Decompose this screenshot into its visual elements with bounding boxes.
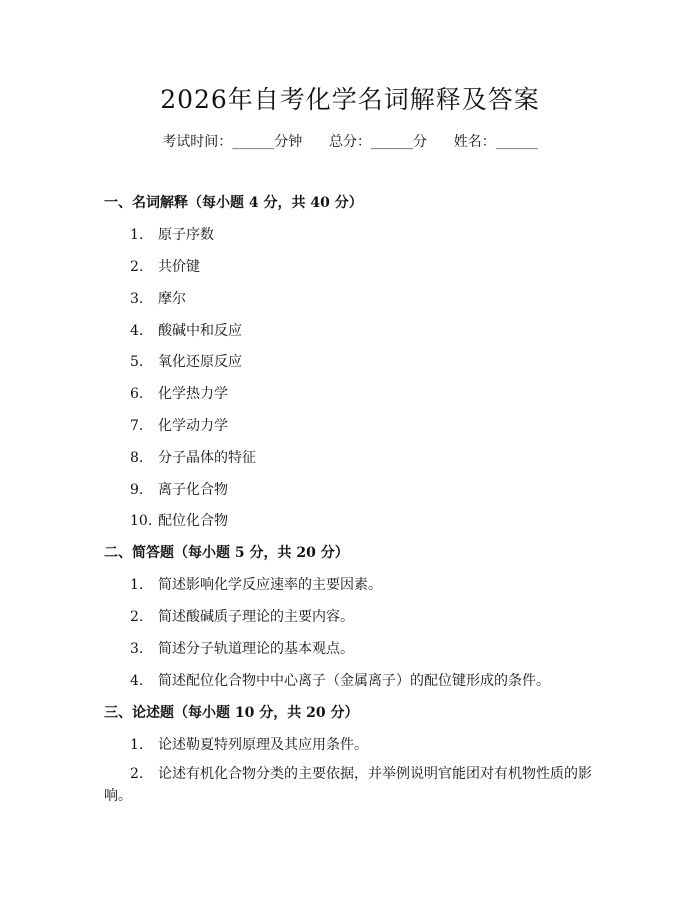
list-item [130, 256, 200, 276]
item-number: 7. [130, 418, 144, 434]
item-text: 简述分子轨道理论的基本观点。 [158, 641, 354, 657]
section-heading: 三、论述题（每小题 10 分，共 20 分） [104, 705, 359, 721]
list-item [104, 763, 594, 807]
item-number: 2. [130, 609, 144, 625]
list-item [130, 351, 242, 371]
item-number: 1. [130, 577, 144, 593]
list-item [130, 320, 242, 340]
item-number: 1. [130, 227, 144, 243]
section-heading: 一、名词解释（每小题 4 分，共 40 分） [104, 195, 363, 211]
item-number: 3. [130, 291, 144, 307]
item-number: 8. [130, 450, 144, 466]
list-item [130, 447, 256, 467]
section-heading: 二、简答题（每小题 5 分，共 20 分） [104, 545, 349, 561]
list-item [130, 606, 354, 626]
item-text: 论述勒夏特列原理及其应用条件。 [158, 737, 368, 753]
item-text: 氧化还原反应 [158, 354, 242, 370]
item-text: 原子序数 [158, 227, 214, 243]
item-number: 1. [130, 737, 144, 753]
item-number: 4. [130, 673, 144, 689]
item-text: 配位化合物 [158, 513, 228, 529]
score-label: 总分： [329, 134, 371, 150]
item-text: 共价键 [158, 259, 200, 275]
item-number: 3. [130, 641, 144, 657]
item-text: 酸碱中和反应 [158, 323, 242, 339]
list-item [130, 383, 228, 403]
list-item [130, 574, 382, 594]
item-text: 简述酸碱质子理论的主要内容。 [158, 609, 354, 625]
score-unit: 分 [413, 134, 427, 150]
item-number: 4. [130, 323, 144, 339]
list-item [130, 415, 228, 435]
item-text: 化学动力学 [158, 418, 228, 434]
exam-meta-line [0, 131, 700, 151]
item-text: 简述配位化合物中中心离子（金属离子）的配位键形成的条件。 [158, 673, 550, 689]
list-item [130, 638, 354, 658]
time-label: 考试时间： [162, 134, 233, 150]
item-text: 简述影响化学反应速率的主要因素。 [158, 577, 382, 593]
item-text: 论述有机化合物分类的主要依据，并举例说明官能团对有机物性质的影响。 [104, 766, 592, 804]
page-title: 2026年自考化学名词解释及答案 [160, 85, 540, 114]
item-text: 摩尔 [158, 291, 186, 307]
item-number: 9. [130, 482, 144, 498]
item-text: 化学热力学 [158, 386, 228, 402]
time-unit: 分钟 [274, 134, 303, 150]
name-label: 姓名： [453, 134, 496, 150]
list-item [130, 288, 186, 308]
item-number: 5. [130, 354, 144, 370]
list-item [130, 510, 228, 530]
list-item [130, 479, 228, 499]
list-item [130, 734, 368, 754]
item-text: 分子晶体的特征 [158, 450, 256, 466]
item-number: 2. [130, 259, 144, 275]
item-text: 离子化合物 [158, 482, 228, 498]
item-number: 2. [130, 766, 144, 782]
list-item [130, 670, 550, 690]
score-blank: ______ [371, 134, 413, 150]
item-number: 10. [130, 513, 153, 529]
name-blank: ______ [495, 134, 538, 150]
list-item [130, 224, 214, 244]
item-number: 6. [130, 386, 144, 402]
time-blank: ______ [232, 134, 275, 150]
